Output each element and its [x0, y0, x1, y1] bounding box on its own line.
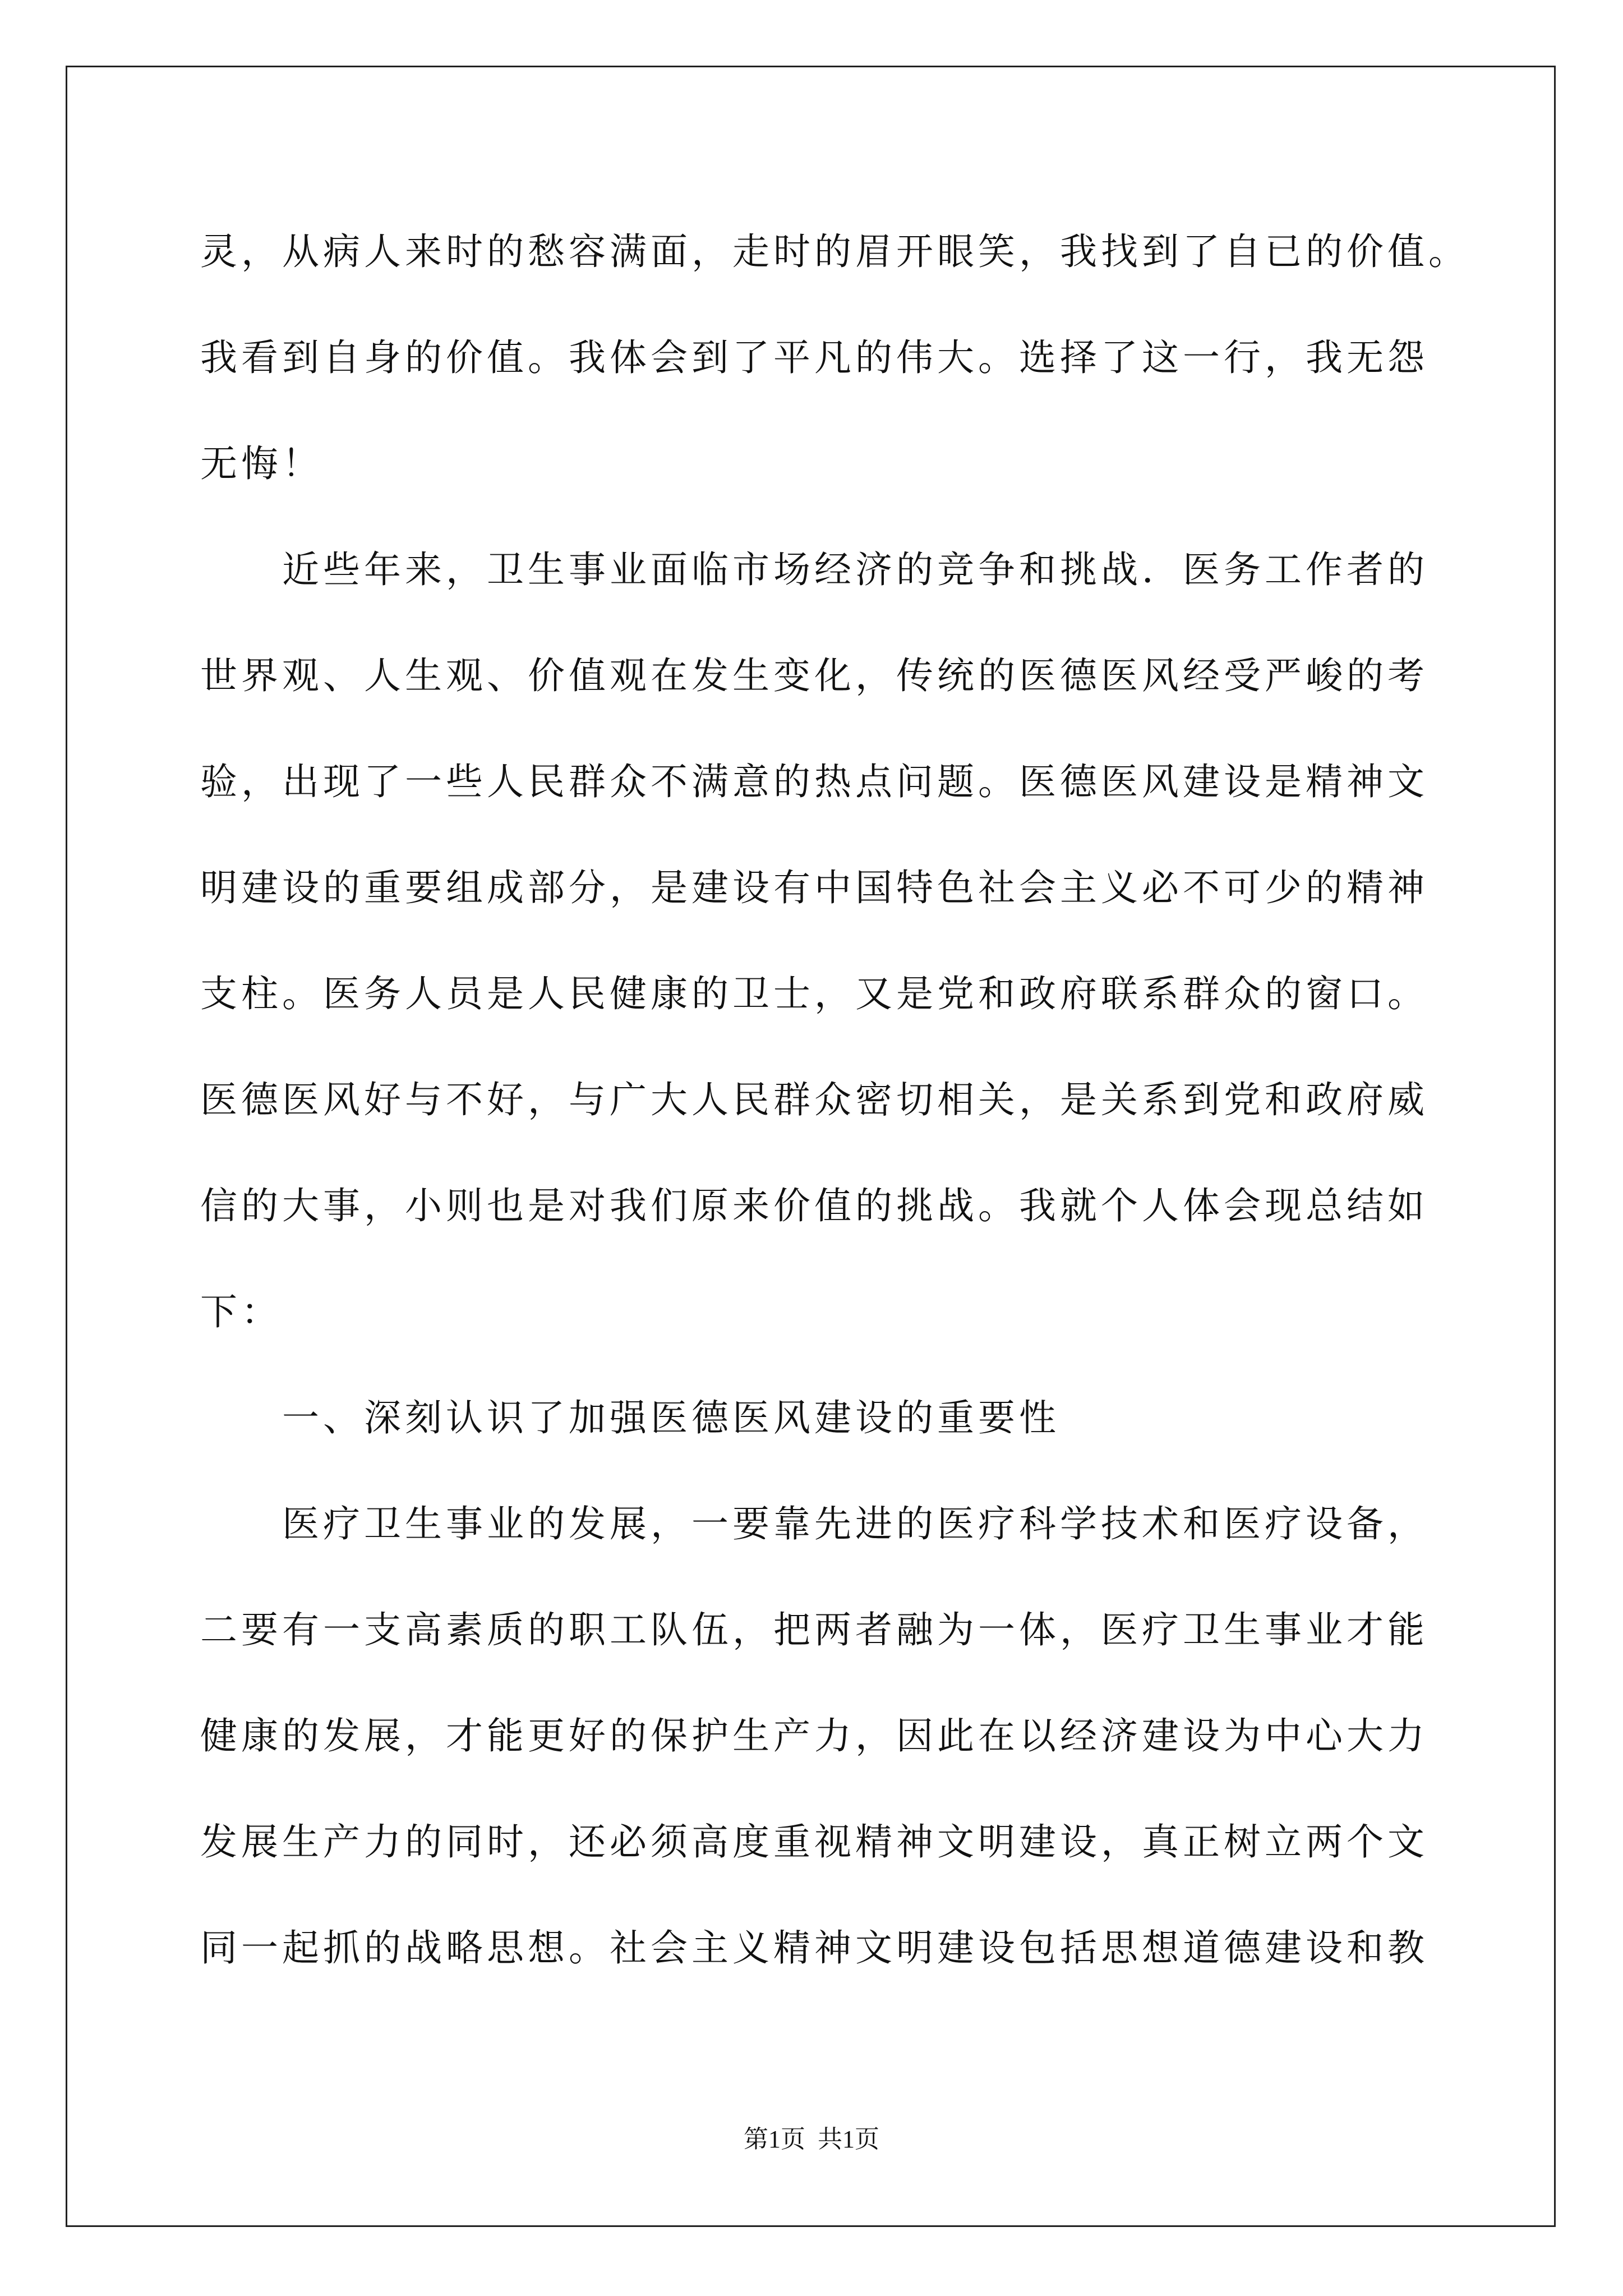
text-line: 发展生产力的同时，还必须高度重视精神文明建设，真正树立两个文 [200, 1820, 1428, 1864]
text-line: 我看到自身的价值。我体会到了平凡的伟大。选择了这一行，我无怨 [200, 336, 1428, 379]
text-line: 灵，从病人来时的愁容满面，走时的眉开眼笑，我找到了自已的价值。 [200, 230, 1469, 273]
text-line: 信的大事，小则也是对我们原来价值的挑战。我就个人体会现总结如 [200, 1184, 1428, 1227]
text-line: 无悔！ [200, 442, 323, 485]
section-heading: 一、深刻认识了加强医德医风建设的重要性 [282, 1396, 1060, 1439]
paragraph-start-line: 医疗卫生事业的发展，一要靠先进的医疗科学技术和医疗设备， [282, 1502, 1428, 1545]
text-line: 支柱。医务人员是人民健康的卫士，又是党和政府联系群众的窗口。 [200, 972, 1428, 1015]
paragraph-start-line: 近些年来，卫生事业面临市场经济的竞争和挑战．医务工作者的 [282, 548, 1428, 591]
document-body [200, 199, 1535, 2001]
text-line: 同一起抓的战略思想。社会主义精神文明建设包括思想道德建设和教 [200, 1926, 1428, 1970]
text-line: 明建设的重要组成部分，是建设有中国特色社会主义必不可少的精神 [200, 866, 1428, 909]
text-line: 验，出现了一些人民群众不满意的热点问题。医德医风建设是精神文 [200, 760, 1428, 803]
text-line: 下： [200, 1290, 282, 1333]
page-number: 第1页 共1页 [744, 2125, 879, 2153]
text-line: 健康的发展，才能更好的保护生产力，因此在以经济建设为中心大力 [200, 1714, 1428, 1757]
text-line: 世界观、人生观、价值观在发生变化，传统的医德医风经受严峻的考 [200, 654, 1428, 697]
text-line: 医德医风好与不好，与广大人民群众密切相关，是关系到党和政府威 [200, 1078, 1428, 1121]
text-line: 二要有一支高素质的职工队伍，把两者融为一体，医疗卫生事业才能 [200, 1608, 1428, 1651]
